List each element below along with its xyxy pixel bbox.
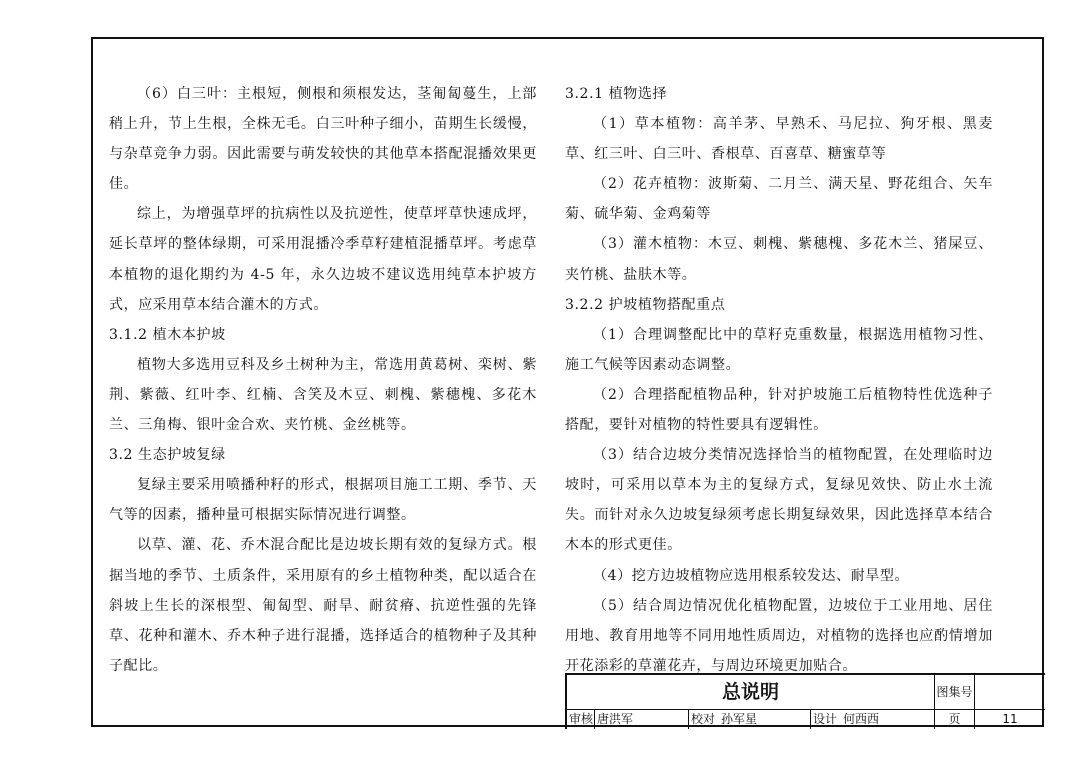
review-name: 唐洪军 bbox=[595, 709, 689, 729]
title-block-top-row bbox=[567, 675, 1045, 710]
check-name: 孙军星 bbox=[719, 709, 811, 729]
paragraph-white-clover: （6）白三叶：主根短，侧根和须根发达，茎匍匐蔓生，上部稍上升，节上生根，全株无毛。白三叶种子细小，苗期生长缓慢，与杂草竞争力弱。因此需要与萌发较快的其他草本搭配混播效果更佳。 bbox=[109, 86, 537, 193]
drawing-title: 总说明 bbox=[567, 675, 935, 709]
paragraph-point-3: （3）结合边坡分类情况选择恰当的植物配置，在处理临时边坡时，可采用以草本为主的复绿方式，复绿见效快、防止水土流失。而针对永久边坡复绿须考虑长期复绿效果，因此选择草本结合木本的形式更佳。 bbox=[565, 447, 993, 554]
title-block-sign-row bbox=[567, 709, 1045, 729]
paragraph-mixed-ratio: 以草、灌、花、乔木混合配比是边坡长期有效的复绿方式。根据当地的季节、土质条件，采用原有的乡土植物种类，配以适合在斜坡上生长的深根型、匍匐型、耐旱、耐贫瘠、抗逆性强的先锋草、花种和灌木、乔木种子进行混播，选择适合的植物种子及其种子配比。 bbox=[109, 537, 537, 674]
design-name: 何西西 bbox=[841, 709, 935, 729]
design-label: 设计 bbox=[813, 712, 838, 726]
paragraph-point-1: （1）合理调整配比中的草籽克重数量，根据选用植物习性、施工气候等因素动态调整。 bbox=[565, 326, 993, 373]
heading-3-2: 3.2 生态护坡复绿 bbox=[109, 447, 226, 464]
heading-3-1-2: 3.1.2 植木本护坡 bbox=[109, 326, 226, 343]
right-text-column bbox=[565, 79, 993, 681]
heading-3-2-2: 3.2.2 护坡植物搭配重点 bbox=[565, 296, 726, 313]
atlas-number-value bbox=[975, 675, 1045, 709]
heading-3-2-1: 3.2.1 植物选择 bbox=[565, 86, 668, 102]
paragraph-summary: 综上，为增强草坪的抗病性以及抗逆性，使草坪草快速成坪，延长草坪的整体绿期，可采用混播冷季草籽建植混播草坪。考虑草本植物的退化期约为 4-5 年，永久边坡不建议选用纯草本护坡方式，应采用草本结合灌木的方式。 bbox=[109, 206, 537, 313]
paragraph-point-2: （2）合理搭配植物品种，针对护坡施工后植物特性优选种子搭配，要针对植物的特性要具有逻辑性。 bbox=[565, 386, 993, 434]
paragraph-point-5: （5）结合周边情况优化植物配置，边坡位于工业用地、居住用地、教育用地等不同用地性质周边，对植物的选择也应酌情增加开花添彩的草灌花卉，与周边环境更加贴合。 bbox=[565, 597, 993, 674]
paragraph-woody-plants: 植物大多选用豆科及乡土树种为主，常选用黄葛树、栾树、紫荆、紫薇、红叶李、红楠、含笑及木豆、刺槐、紫穗槐、多花木兰、三角梅、银叶金合欢、夹竹桃、金丝桃等。 bbox=[109, 356, 537, 434]
drawing-sheet bbox=[91, 37, 1044, 727]
paragraph-herbaceous: （1）草本植物：高羊茅、早熟禾、马尼拉、狗牙根、黑麦草、红三叶、白三叶、香根草、百喜草、糖蜜草等 bbox=[565, 116, 993, 163]
paragraph-shrubs: （3）灌木植物：木豆、刺槐、紫穗槐、多花木兰、猪屎豆、夹竹桃、盐肤木等。 bbox=[565, 236, 993, 283]
paragraph-flowers: （2）花卉植物：波斯菊、二月兰、满天星、野花组合、矢车菊、硫华菊、金鸡菊等 bbox=[565, 176, 993, 223]
title-block bbox=[565, 673, 1045, 729]
left-text-column bbox=[109, 79, 537, 681]
paragraph-point-4: （4）挖方边坡植物应选用根系较发达、耐旱型。 bbox=[593, 567, 910, 584]
page-label: 页 bbox=[935, 709, 975, 729]
paragraph-reseeding: 复绿主要采用喷播种籽的形式，根据项目施工工期、季节、天气等的因素，播种量可根据实际情况进行调整。 bbox=[109, 477, 537, 524]
check-label: 校对 bbox=[691, 712, 716, 726]
review-label: 审核 bbox=[567, 709, 595, 729]
atlas-number-label: 图集号 bbox=[935, 675, 975, 709]
page-number: 11 bbox=[1002, 712, 1018, 726]
